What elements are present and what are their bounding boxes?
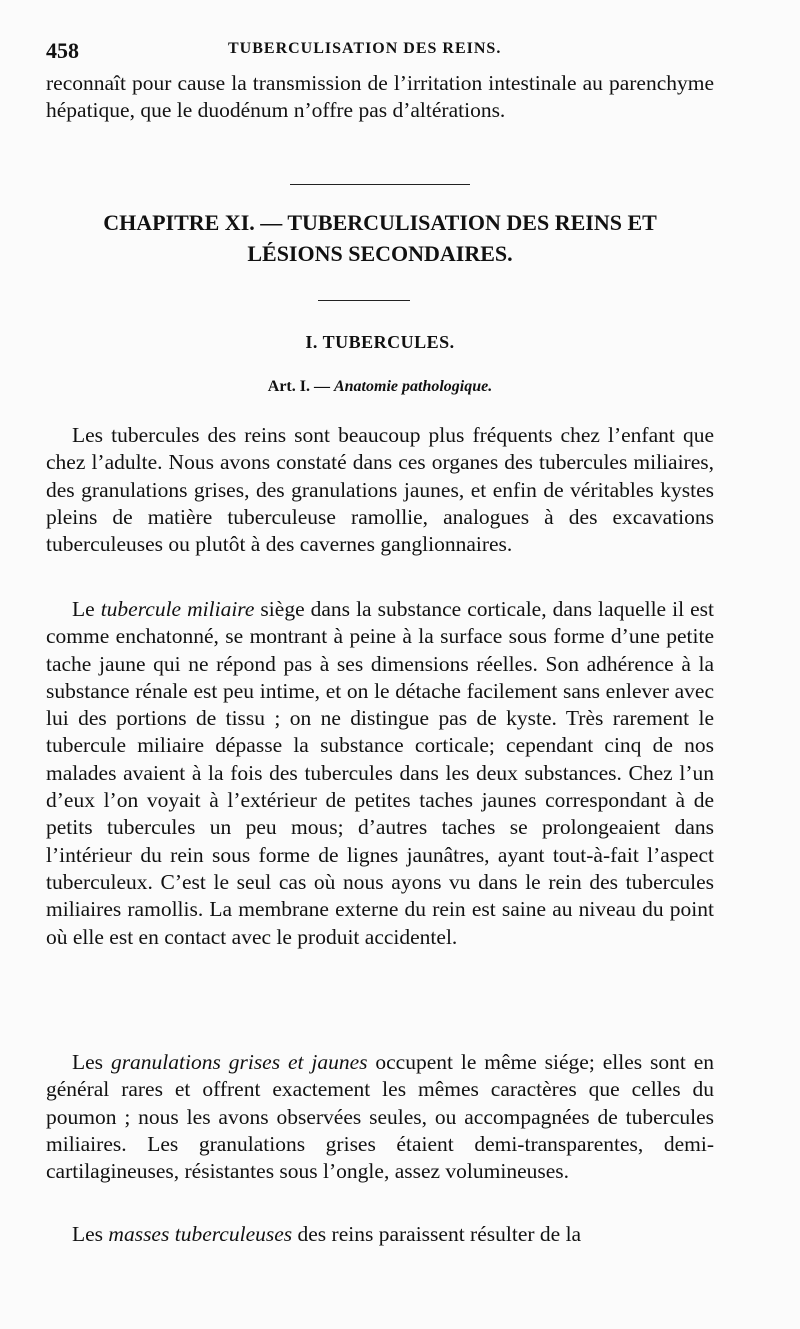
- p4-after: des reins paraissent résulter de la: [292, 1222, 582, 1246]
- p4-emphasis: masses tuberculeuses: [108, 1222, 293, 1246]
- article-label: Art. I.: [267, 378, 310, 395]
- p3-emphasis: granulations grises et jaunes: [110, 1050, 368, 1074]
- divider-rule-bottom: [318, 300, 410, 301]
- article-heading: Anatomie pathologique.: [333, 378, 493, 395]
- paragraph-tuberculous-masses: [46, 1221, 714, 1248]
- chapter-title-line-2: LÉSIONS SECONDAIRES.: [247, 241, 513, 266]
- running-head: TUBERCULISATION DES REINS.: [228, 40, 502, 57]
- p2-after: siège dans la substance corticale, dans laquelle il est comme enchatonné, se montrant à peine à la surface sous forme d’une petite tache jaune qui ne répond pas à ses dimensions réelles. Son adhérence à la substance rénale est peu intime, et on le détache facilement sans enlever avec lui des portions de tissu ; on ne distingue pas de kyste. Très rarement le tubercule miliaire dépasse la substance corticale; cependant cinq de nos malades avaient à la fois des tubercules dans les deux substances. Chez l’un d’eux l’on voyait à l’extérieur de petites taches jaunes correspondant à de petits tubercules un peu mous; d’autres taches se prolongeaient dans l’intérieur du rein sous forme de lignes jaunâtres, ayant tout-à-fait l’aspect tuberculeux. C’est le seul cas où nous ayons vu dans le rein des tubercules miliaires ramollis. La membrane externe du rein est saine au niveau du point où elle est en contact avec le produit accidentel.: [46, 597, 714, 949]
- section-title: I. TUBERCULES.: [305, 332, 455, 352]
- p3-after: occupent le même siége; elles sont en général rares et offrent exactement les mêmes caractères que celles du poumon ; nous les avons observées seules, ou accompagnées de tubercules miliaires. Les granulations grises étaient demi-transparentes, demi-cartilagineuses, résistantes sous l’ongle, assez volumineuses.: [46, 1050, 714, 1184]
- p2-before: Le: [72, 597, 101, 621]
- paragraph-granulations: [46, 1049, 714, 1185]
- chapter-title-line-1: CHAPITRE XI. — TUBERCULISATION DES REINS ET: [103, 210, 657, 235]
- article-title: [46, 378, 714, 396]
- article-dash: —: [309, 378, 334, 395]
- divider-rule-top: [290, 184, 470, 185]
- intro-paragraph: reconnaît pour cause la transmission de l’irritation intestinale au parenchyme hépatique, que le duodénum n’offre pas d’altérations.: [46, 71, 714, 123]
- p4-before: Les: [72, 1222, 109, 1246]
- page-number: 458: [46, 38, 79, 63]
- paragraph-tubercles-frequency: Les tubercules des reins sont beaucoup plus fréquents chez l’enfant que chez l’adulte. Nous avons constaté dans ces organes des tubercules miliaires, des granulations grises, des granulations jaunes, et enfin de véritables kystes pleins de matière tuberculeuse ramollie, analogues à des excavations tuberculeuses ou plutôt à des cavernes ganglionnaires.: [46, 423, 714, 557]
- chapter-title: [46, 207, 714, 269]
- p2-emphasis: tubercule miliaire: [100, 597, 255, 621]
- p3-before: Les: [72, 1050, 111, 1074]
- page-header: [46, 34, 736, 64]
- paragraph-miliary-tubercle: [46, 596, 714, 951]
